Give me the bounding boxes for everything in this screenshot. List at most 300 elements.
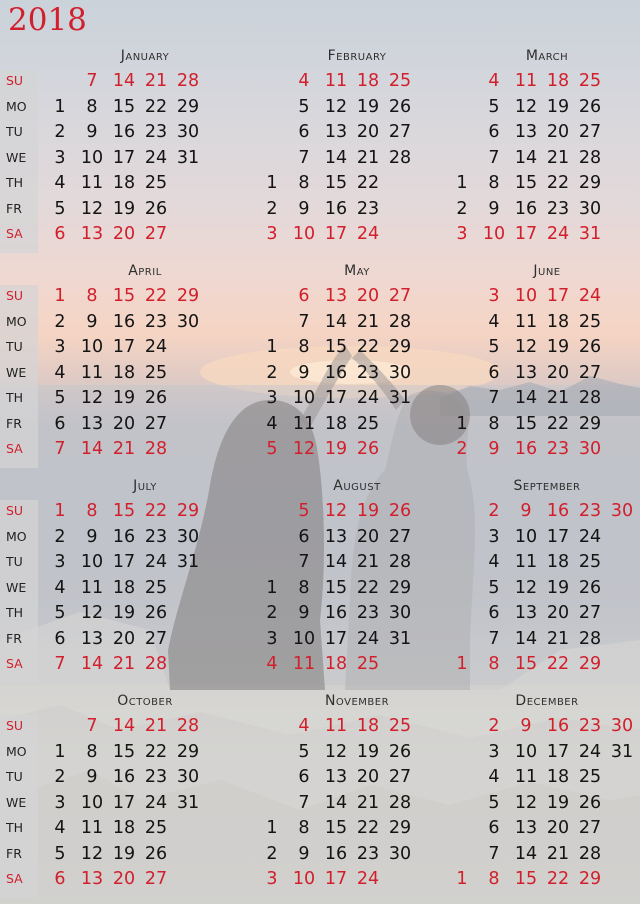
day-cell: 14 (112, 71, 136, 91)
day-cell: 28 (388, 792, 412, 813)
day-cell: 22 (144, 96, 168, 117)
day-cell: 25 (578, 552, 602, 572)
day-cell: 19 (356, 741, 380, 762)
day-cell: 22 (356, 577, 380, 598)
day-cell: 2 (266, 843, 278, 864)
weekday-label-sa: SA (6, 226, 23, 241)
day-cell: 26 (578, 577, 602, 598)
day-cell: 16 (324, 362, 348, 383)
day-cell: 6 (54, 869, 66, 889)
day-cell: 1 (456, 654, 468, 674)
day-cell: 21 (356, 311, 380, 332)
weekday-label-mo: MO (6, 98, 27, 114)
day-cell: 8 (298, 337, 310, 357)
day-cell: 8 (86, 286, 98, 306)
day-cell: 25 (388, 716, 412, 736)
day-cell: 3 (266, 388, 278, 408)
day-cell: 29 (176, 741, 200, 762)
day-cell: 21 (144, 716, 168, 736)
day-cell: 30 (610, 716, 634, 736)
day-cell: 19 (546, 577, 570, 598)
day-cell: 3 (456, 224, 468, 244)
day-cell: 12 (514, 792, 538, 813)
weekday-label-sa: SA (6, 871, 23, 886)
day-cell: 5 (298, 96, 310, 117)
day-cell: 12 (324, 96, 348, 117)
day-cell: 28 (388, 311, 412, 332)
day-cell: 13 (324, 286, 348, 306)
day-cell: 3 (266, 628, 278, 649)
day-cell: 27 (388, 122, 412, 142)
day-cell: 26 (144, 388, 168, 408)
day-cell: 3 (54, 552, 66, 572)
month-name: December (515, 693, 579, 709)
day-cell: 23 (144, 311, 168, 332)
day-cell: 24 (144, 792, 168, 813)
day-cell: 7 (298, 792, 310, 813)
weekday-label-fr: FR (6, 415, 22, 431)
day-cell: 17 (112, 552, 136, 572)
day-cell: 27 (144, 628, 168, 649)
day-cell: 4 (54, 818, 66, 838)
day-cell: 20 (112, 224, 136, 244)
day-cell: 15 (112, 96, 136, 117)
day-cell: 22 (546, 413, 570, 434)
day-cell: 18 (324, 654, 348, 674)
weekday-label-tu: TU (6, 769, 23, 784)
day-cell: 23 (356, 362, 380, 383)
day-cell: 4 (266, 654, 278, 674)
day-cell: 18 (112, 818, 136, 838)
day-cell: 24 (356, 388, 380, 408)
day-cell: 4 (298, 716, 310, 736)
day-cell: 29 (176, 501, 200, 521)
day-cell: 9 (298, 362, 310, 383)
day-cell: 2 (456, 198, 468, 219)
month-february (260, 48, 454, 248)
day-cell: 22 (546, 173, 570, 193)
day-cell: 20 (546, 362, 570, 383)
day-cell: 28 (578, 388, 602, 408)
day-cell: 13 (324, 122, 348, 142)
day-cell: 19 (324, 439, 348, 459)
day-cell: 27 (144, 869, 168, 889)
day-cell: 12 (514, 577, 538, 598)
day-cell: 2 (54, 767, 66, 787)
day-cell: 18 (546, 767, 570, 787)
day-cell: 19 (546, 96, 570, 117)
day-cell: 1 (266, 818, 278, 838)
day-cell: 19 (356, 96, 380, 117)
day-cell: 22 (144, 286, 168, 306)
day-cell: 22 (546, 869, 570, 889)
day-cell: 14 (324, 311, 348, 332)
day-cell: 27 (578, 362, 602, 383)
day-cell: 6 (54, 224, 66, 244)
day-cell: 27 (144, 224, 168, 244)
day-cell: 13 (514, 362, 538, 383)
day-cell: 15 (514, 654, 538, 674)
day-cell: 10 (482, 224, 506, 244)
day-cell: 27 (578, 122, 602, 142)
day-cell: 11 (514, 71, 538, 91)
day-cell: 4 (54, 173, 66, 193)
day-cell: 22 (356, 337, 380, 357)
weekday-label-we: WE (6, 579, 27, 595)
day-cell: 25 (578, 71, 602, 91)
day-cell: 7 (54, 654, 66, 674)
day-cell: 18 (112, 173, 136, 193)
day-cell: 20 (356, 767, 380, 787)
day-cell: 14 (324, 792, 348, 813)
day-cell: 11 (324, 71, 348, 91)
day-cell: 5 (488, 96, 500, 117)
day-cell: 3 (54, 147, 66, 168)
day-cell: 10 (292, 628, 316, 649)
day-cell: 28 (578, 843, 602, 864)
day-cell: 8 (86, 501, 98, 521)
day-cell: 29 (388, 337, 412, 357)
day-cell: 14 (514, 388, 538, 408)
day-cell: 31 (176, 147, 200, 168)
day-cell: 24 (144, 552, 168, 572)
day-cell: 23 (144, 526, 168, 547)
day-cell: 12 (80, 198, 104, 219)
day-cell: 13 (324, 767, 348, 787)
day-cell: 30 (578, 439, 602, 459)
day-cell: 14 (112, 716, 136, 736)
day-cell: 27 (388, 767, 412, 787)
day-cell: 7 (86, 71, 98, 91)
month-name: September (513, 478, 581, 494)
year-title: 2018 (8, 2, 87, 38)
day-cell: 5 (54, 198, 66, 219)
day-cell: 21 (356, 147, 380, 168)
day-cell: 4 (488, 311, 500, 332)
day-cell: 4 (298, 71, 310, 91)
day-cell: 1 (54, 741, 66, 762)
day-cell: 25 (356, 413, 380, 434)
month-may (260, 263, 454, 463)
day-cell: 6 (298, 526, 310, 547)
day-cell: 5 (54, 843, 66, 864)
day-cell: 10 (292, 224, 316, 244)
day-cell: 10 (80, 337, 104, 357)
day-cell: 9 (86, 122, 98, 142)
month-name: August (333, 478, 381, 494)
day-cell: 3 (54, 337, 66, 357)
day-cell: 30 (176, 311, 200, 332)
day-cell: 12 (324, 501, 348, 521)
day-cell: 4 (488, 552, 500, 572)
day-cell: 31 (610, 741, 634, 762)
day-cell: 8 (86, 96, 98, 117)
day-cell: 18 (324, 413, 348, 434)
weekday-label-we: WE (6, 364, 27, 380)
weekday-label-su: SU (6, 718, 24, 733)
day-cell: 21 (546, 147, 570, 168)
day-cell: 6 (298, 286, 310, 306)
day-cell: 11 (80, 362, 104, 383)
day-cell: 9 (298, 198, 310, 219)
day-cell: 4 (54, 577, 66, 598)
day-cell: 16 (112, 767, 136, 787)
month-name: May (344, 263, 370, 279)
day-cell: 23 (356, 843, 380, 864)
day-cell: 24 (356, 628, 380, 649)
day-cell: 1 (54, 286, 66, 306)
day-cell: 7 (488, 388, 500, 408)
weekday-label-mo: MO (6, 528, 27, 544)
day-cell: 11 (80, 173, 104, 193)
day-cell: 16 (324, 843, 348, 864)
day-cell: 8 (488, 869, 500, 889)
day-cell: 17 (324, 628, 348, 649)
weekday-label-tu: TU (6, 339, 23, 354)
day-cell: 18 (546, 71, 570, 91)
day-cell: 28 (578, 147, 602, 168)
day-cell: 23 (144, 122, 168, 142)
day-cell: 29 (578, 413, 602, 434)
day-cell: 1 (54, 96, 66, 117)
day-cell: 31 (578, 224, 602, 244)
day-cell: 30 (176, 767, 200, 787)
day-cell: 15 (514, 413, 538, 434)
day-cell: 16 (546, 716, 570, 736)
month-name: October (117, 693, 173, 709)
day-cell: 24 (144, 337, 168, 357)
weekday-label-tu: TU (6, 124, 23, 139)
day-cell: 22 (356, 173, 380, 193)
weekday-label-th: TH (6, 605, 24, 620)
day-cell: 15 (112, 501, 136, 521)
day-cell: 16 (112, 311, 136, 332)
day-cell: 6 (298, 767, 310, 787)
day-cell: 20 (112, 869, 136, 889)
day-cell: 18 (356, 716, 380, 736)
day-cell: 1 (266, 577, 278, 598)
day-cell: 13 (324, 526, 348, 547)
day-cell: 10 (292, 388, 316, 408)
day-cell: 16 (324, 198, 348, 219)
day-cell: 29 (578, 869, 602, 889)
day-cell: 9 (86, 311, 98, 332)
day-cell: 8 (488, 173, 500, 193)
weekday-label-th: TH (6, 820, 24, 835)
day-cell: 26 (388, 96, 412, 117)
day-cell: 5 (266, 439, 278, 459)
day-cell: 16 (546, 501, 570, 521)
weekday-label-th: TH (6, 390, 24, 405)
day-cell: 20 (356, 526, 380, 547)
day-cell: 23 (578, 716, 602, 736)
day-cell: 21 (144, 71, 168, 91)
day-cell: 18 (546, 552, 570, 572)
day-cell: 4 (54, 362, 66, 383)
day-cell: 26 (578, 96, 602, 117)
day-cell: 4 (266, 413, 278, 434)
day-cell: 15 (324, 818, 348, 838)
day-cell: 24 (578, 741, 602, 762)
day-cell: 3 (266, 224, 278, 244)
day-cell: 15 (324, 577, 348, 598)
day-cell: 20 (546, 122, 570, 142)
day-cell: 10 (292, 869, 316, 889)
day-cell: 22 (546, 654, 570, 674)
day-cell: 15 (112, 286, 136, 306)
day-cell: 25 (388, 71, 412, 91)
day-cell: 15 (324, 173, 348, 193)
month-october (48, 693, 242, 893)
day-cell: 25 (144, 362, 168, 383)
day-cell: 5 (488, 577, 500, 598)
weekday-label-fr: FR (6, 845, 22, 861)
day-cell: 8 (298, 173, 310, 193)
day-cell: 19 (356, 501, 380, 521)
day-cell: 12 (292, 439, 316, 459)
month-name: November (324, 693, 390, 709)
day-cell: 31 (388, 388, 412, 408)
day-cell: 29 (578, 173, 602, 193)
day-cell: 6 (54, 413, 66, 434)
day-cell: 19 (112, 843, 136, 864)
day-cell: 21 (112, 654, 136, 674)
month-name: April (128, 263, 162, 279)
day-cell: 7 (298, 147, 310, 168)
day-cell: 11 (324, 716, 348, 736)
day-cell: 28 (176, 71, 200, 91)
day-cell: 1 (456, 413, 468, 434)
day-cell: 7 (54, 439, 66, 459)
weekday-label-mo: MO (6, 743, 27, 759)
day-cell: 13 (80, 224, 104, 244)
day-cell: 15 (514, 173, 538, 193)
day-cell: 21 (546, 388, 570, 408)
day-cell: 14 (324, 147, 348, 168)
day-cell: 2 (488, 716, 500, 736)
day-cell: 28 (578, 628, 602, 649)
day-cell: 26 (144, 843, 168, 864)
month-january (48, 48, 242, 248)
day-cell: 7 (298, 311, 310, 332)
day-cell: 7 (488, 843, 500, 864)
day-cell: 18 (112, 362, 136, 383)
day-cell: 29 (388, 818, 412, 838)
day-cell: 7 (488, 628, 500, 649)
month-april (48, 263, 242, 463)
day-cell: 8 (298, 577, 310, 598)
day-cell: 19 (112, 198, 136, 219)
day-cell: 17 (112, 792, 136, 813)
day-cell: 17 (546, 741, 570, 762)
day-cell: 13 (514, 603, 538, 623)
weekday-label-tu: TU (6, 554, 23, 569)
day-cell: 14 (324, 552, 348, 572)
day-cell: 1 (456, 869, 468, 889)
day-cell: 24 (546, 224, 570, 244)
day-cell: 27 (388, 286, 412, 306)
month-june (450, 263, 640, 463)
day-cell: 1 (266, 173, 278, 193)
day-cell: 2 (456, 439, 468, 459)
day-cell: 5 (298, 501, 310, 521)
day-cell: 6 (488, 603, 500, 623)
month-december (450, 693, 640, 893)
day-cell: 9 (520, 501, 532, 521)
day-cell: 30 (388, 843, 412, 864)
day-cell: 24 (578, 526, 602, 547)
weekday-label-su: SU (6, 73, 24, 88)
day-cell: 25 (144, 173, 168, 193)
day-cell: 15 (324, 337, 348, 357)
day-cell: 26 (144, 198, 168, 219)
day-cell: 8 (488, 413, 500, 434)
day-cell: 1 (456, 173, 468, 193)
day-cell: 17 (514, 224, 538, 244)
day-cell: 6 (488, 818, 500, 838)
day-cell: 7 (488, 147, 500, 168)
day-cell: 26 (356, 439, 380, 459)
day-cell: 12 (80, 843, 104, 864)
day-cell: 28 (144, 439, 168, 459)
day-cell: 13 (80, 869, 104, 889)
day-cell: 10 (80, 552, 104, 572)
day-cell: 16 (112, 526, 136, 547)
day-cell: 10 (80, 792, 104, 813)
day-cell: 21 (112, 439, 136, 459)
day-cell: 23 (546, 198, 570, 219)
day-cell: 30 (388, 603, 412, 623)
day-cell: 10 (514, 286, 538, 306)
day-cell: 14 (514, 628, 538, 649)
day-cell: 12 (80, 603, 104, 623)
day-cell: 19 (112, 603, 136, 623)
day-cell: 9 (298, 603, 310, 623)
month-name: March (525, 48, 569, 64)
day-cell: 13 (80, 413, 104, 434)
day-cell: 24 (356, 869, 380, 889)
day-cell: 10 (514, 526, 538, 547)
day-cell: 15 (112, 741, 136, 762)
day-cell: 11 (292, 654, 316, 674)
day-cell: 28 (388, 147, 412, 168)
day-cell: 13 (514, 122, 538, 142)
day-cell: 14 (514, 843, 538, 864)
day-cell: 4 (488, 767, 500, 787)
weekday-label-fr: FR (6, 200, 22, 216)
day-cell: 26 (388, 741, 412, 762)
day-cell: 27 (144, 413, 168, 434)
day-cell: 17 (112, 337, 136, 357)
day-cell: 11 (514, 767, 538, 787)
day-cell: 5 (488, 792, 500, 813)
day-cell: 13 (514, 818, 538, 838)
day-cell: 18 (112, 577, 136, 598)
day-cell: 11 (292, 413, 316, 434)
month-september (450, 478, 640, 678)
day-cell: 19 (546, 337, 570, 357)
day-cell: 22 (144, 501, 168, 521)
day-cell: 23 (578, 501, 602, 521)
weekday-label-su: SU (6, 288, 24, 303)
month-july (48, 478, 242, 678)
day-cell: 11 (80, 577, 104, 598)
day-cell: 16 (514, 198, 538, 219)
day-cell: 21 (546, 843, 570, 864)
day-cell: 27 (578, 818, 602, 838)
day-cell: 27 (578, 603, 602, 623)
weekday-label-fr: FR (6, 630, 22, 646)
